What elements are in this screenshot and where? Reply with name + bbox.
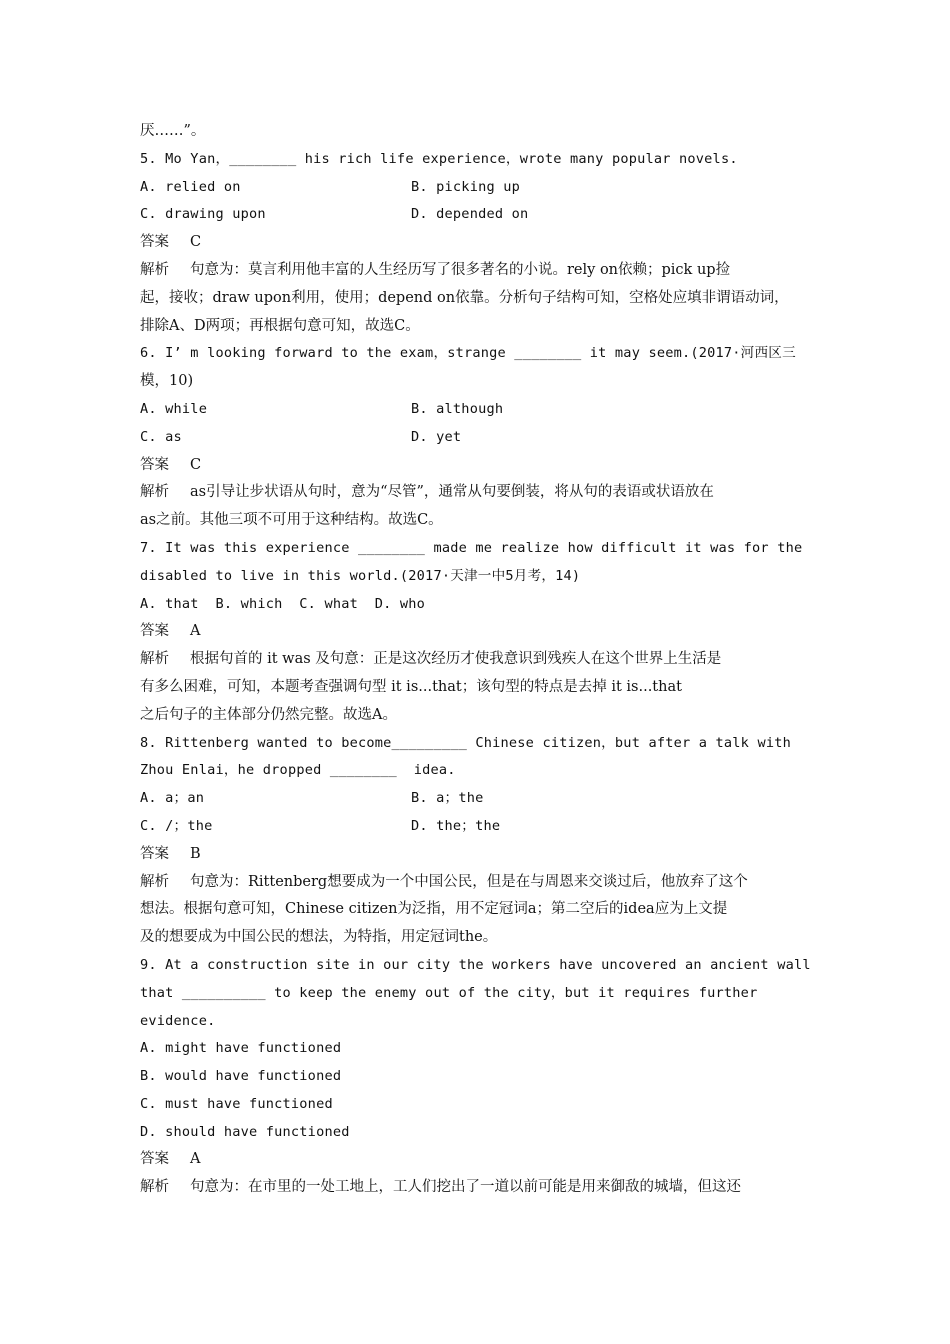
analysis-text: 根据句首的 it was 及句意：正是这次经历才使我意识到残疾人在这个世界上生活是 [190,651,722,668]
analysis-text: as引导让步状语从句时，意为“尽管”，通常从句要倒装，将从句的表语或状语放在 [190,484,714,501]
question-8-options-row-1 [140,785,812,813]
answer-value: A [190,1151,201,1168]
answer-label: 答案 [140,456,169,473]
question-7-stem-line-1: 7. It was this experience ________ made me realize how difficult it was for the [140,539,803,556]
question-5-answer [140,229,812,257]
question-9-option-b: B. would have functioned [140,1068,342,1085]
question-6-analysis-line-1 [140,479,812,507]
question-8-analysis-line-3: 及的想要成为中国公民的想法，为特指，用定冠词the。 [140,929,498,946]
answer-value: A [190,623,201,640]
question-8-answer [140,841,812,869]
answer-label: 答案 [140,1151,169,1168]
option-a: A. relied on [140,178,241,195]
option-a: A. a；an [140,790,205,807]
question-9-option-a: A. might have functioned [140,1040,342,1057]
question-6-answer [140,452,812,480]
question-6-options-row-1 [140,396,812,424]
question-8-analysis-line-2: 想法。根据句意可知，Chinese citizen为泛指，用不定冠词a；第二空后的idea应为上文提 [140,901,728,918]
question-9-option-d: D. should have functioned [140,1123,350,1140]
question-9-answer [140,1146,812,1174]
question-8-stem-line-2: Zhou Enlai，he dropped ________ idea. [140,762,456,779]
question-7-stem-line-2: disabled to live in this world.(2017·天津一中5月考，14) [140,567,581,584]
question-6-stem-line-1: 6. I’ m looking forward to the exam，strange ________ it may seem.(2017·河西区三 [140,345,796,362]
answer-label: 答案 [140,845,169,862]
option-c: C. /；the [140,817,213,834]
question-9-stem-line-1: 9. At a construction site in our city the workers have uncovered an ancient wall [140,956,811,973]
question-6-options-row-2 [140,424,812,452]
option-d: D. the；the [411,817,501,834]
analysis-label: 解析 [140,873,169,890]
question-9-option-c: C. must have functioned [140,1095,333,1112]
previous-analysis-tail: 厌……”。 [140,123,206,139]
option-a: A. while [140,400,208,417]
analysis-label: 解析 [140,1179,169,1196]
answer-value: B [190,845,201,862]
answer-label: 答案 [140,623,169,640]
option-b: B. a；the [411,790,484,807]
question-8-analysis-line-1 [140,869,812,897]
question-7-options: A. that B. which C. what D. who [140,595,426,612]
question-6-stem-line-2: 模，10) [140,373,194,390]
question-8-stem-line-1: 8. Rittenberg wanted to become_________ Chinese citizen，but after a talk with [140,734,791,751]
question-8-options-row-2 [140,813,812,841]
answer-value: C [190,234,202,251]
question-5-analysis-line-2: 起，接收；draw upon利用，使用；depend on依靠。分析句子结构可知，空格处应填非谓语动词， [140,289,789,306]
question-5-options-row-1 [140,174,812,202]
analysis-text: 句意为：在市里的一处工地上，工人们挖出了一道以前可能是用来御敌的城墙，但这还 [190,1179,741,1196]
answer-value: C [190,456,202,473]
answer-label: 答案 [140,234,169,251]
analysis-text: 句意为：Rittenberg想要成为一个中国公民，但是在与周恩来交谈过后，他放弃了这个 [190,873,748,890]
analysis-label: 解析 [140,651,169,668]
question-9-stem-line-3: evidence. [140,1012,216,1029]
question-9-stem-line-2: that __________ to keep the enemy out of the city，but it requires further [140,984,758,1001]
question-9-analysis-line-1 [140,1174,812,1202]
question-7-analysis-line-2: 有多么困难，可知，本题考查强调句型 it is...that；该句型的特点是去掉 it is...that [140,678,682,695]
question-5-analysis-line-3: 排除A、D两项；再根据句意可知，故选C。 [140,317,420,334]
document-content [140,118,812,1202]
option-c: C. as [140,428,182,445]
analysis-label: 解析 [140,261,169,278]
question-7-analysis-line-3: 之后句子的主体部分仍然完整。故选A。 [140,706,397,723]
analysis-text: 句意为：莫言利用他丰富的人生经历写了很多著名的小说。rely on依赖；pick up捡 [190,261,731,278]
question-5-analysis-line-1 [140,257,812,285]
question-7-analysis-line-1 [140,646,812,674]
option-d: D. yet [411,428,462,445]
option-b: B. although [411,400,504,417]
question-7-answer [140,618,812,646]
question-5-stem: 5. Mo Yan，________ his rich life experience，wrote many popular novels. [140,150,738,167]
analysis-label: 解析 [140,484,169,501]
option-d: D. depended on [411,206,529,223]
question-5-options-row-2 [140,201,812,229]
option-c: C. drawing upon [140,206,266,223]
option-b: B. picking up [411,178,520,195]
question-6-analysis-line-2: as之前。其他三项不可用于这种结构。故选C。 [140,512,443,529]
